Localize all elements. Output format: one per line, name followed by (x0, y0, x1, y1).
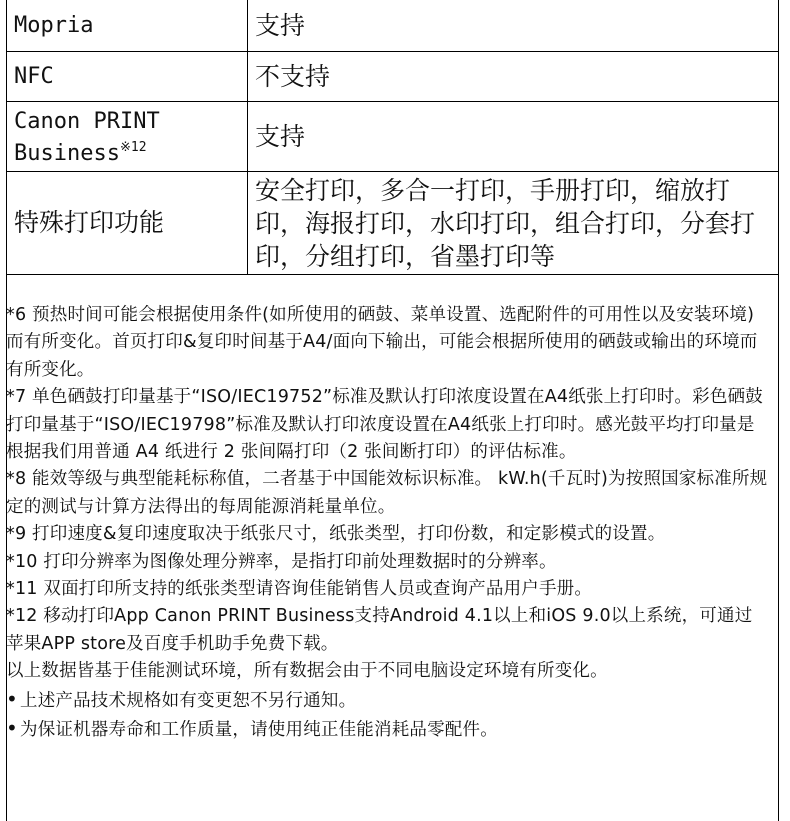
row-label-special-functions: 特殊打印功能 (7, 172, 248, 275)
row-value-mopria: 支持 (248, 0, 779, 52)
footnote-10: *10 打印分辨率为图像处理分辨率，是指打印前处理数据时的分辨率。 (6, 551, 557, 572)
table-row (7, 102, 779, 172)
table-row (7, 0, 779, 52)
bullet-item: • 上述产品技术规格如有变更恕不另行通知。 (6, 686, 770, 715)
spec-table (6, 0, 779, 275)
footnote-11: *11 双面打印所支持的纸张类型请咨询佳能销售人员或查询产品用户手册。 (6, 579, 593, 600)
row-value-nfc: 不支持 (248, 52, 779, 102)
row-label-nfc: NFC (7, 52, 248, 102)
label-line-2: Business (14, 140, 120, 166)
footnote-6: *6 预热时间可能会根据使用条件(如所使用的硒鼓、菜单设置、选配附件的可用性以及安装环境)而有所变化。首页打印&复印时间基于A4/面向下输出，可能会根据所使用的硒鼓或输出的环境而有所变化。 (6, 305, 758, 380)
bullet-item: • 为保证机器寿命和工作质量，请使用纯正佳能消耗品零配件。 (6, 715, 770, 744)
footnote-marker: ※12 (119, 139, 147, 155)
footnotes (6, 302, 770, 745)
row-label-mopria: Mopria (7, 0, 248, 52)
footnote-8: *8 能效等级与典型能耗标称值，二者基于中国能效标识标准。 kW.h(千瓦时)为按照国家标准所规定的测试与计算方法得出的每周能源消耗量单位。 (6, 469, 768, 517)
table-row (7, 52, 779, 102)
row-value-canon-print-business: 支持 (248, 102, 779, 172)
footnote-12: *12 移动打印App Canon PRINT Business支持Android 4.1以上和iOS 9.0以上系统，可通过苹果APP store及百度手机助手免费下载。 (6, 606, 753, 654)
disclaimer: 以上数据皆基于佳能测试环境，所有数据会由于不同电脑设定环境有所变化。 (6, 661, 608, 682)
footnote-9: *9 打印速度&复印速度取决于纸张尺寸，纸张类型，打印份数，和定影模式的设置。 (6, 524, 666, 545)
table-row (7, 172, 779, 275)
row-value-special-functions: 安全打印，多合一打印，手册打印，缩放打印，海报打印，水印打印，组合打印，分套打印，分组打印，省墨打印等 (248, 172, 779, 275)
row-label-canon-print-business (7, 102, 248, 172)
label-line-1: Canon PRINT (14, 108, 160, 134)
footnote-7: *7 单色硒鼓打印量基于“ISO/IEC19752”标准及默认打印浓度设置在A4纸张上打印时。彩色硒鼓打印量基于“ISO/IEC19798”标准及默认打印浓度设置在A4纸张上打印时。感光鼓平均打印量是根据我们用普通 A4 纸进行 2 张间隔打印（2 张间断打印）的评估标准。 (6, 387, 763, 463)
